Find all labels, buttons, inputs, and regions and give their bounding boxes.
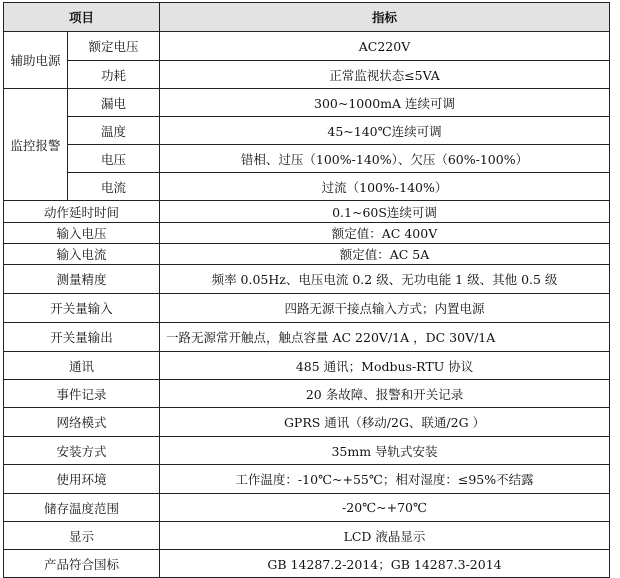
- table-row: [4, 117, 610, 145]
- table-row: [4, 323, 610, 352]
- row-name: 显示: [4, 522, 160, 550]
- row-name: 额定电压: [68, 32, 160, 61]
- row-value: 正常监视状态≤5VA: [160, 61, 610, 89]
- table-row: [4, 465, 610, 494]
- table-row: [4, 550, 610, 578]
- table-row: [4, 145, 610, 173]
- row-name: 网络模式: [4, 408, 160, 437]
- table-row: [4, 522, 610, 550]
- table-row: [4, 244, 610, 265]
- row-value: 35mm 导轨式安装: [160, 437, 610, 465]
- row-name: 测量精度: [4, 265, 160, 294]
- table-row: [4, 494, 610, 522]
- row-name: 储存温度范围: [4, 494, 160, 522]
- row-name: 产品符合国标: [4, 550, 160, 578]
- row-name: 事件记录: [4, 380, 160, 408]
- table-row: [4, 294, 610, 323]
- row-value: 四路无源干接点输入方式；内置电源: [160, 294, 610, 323]
- table-row: [4, 61, 610, 89]
- row-name: 电流: [68, 173, 160, 201]
- row-value: AC220V: [160, 32, 610, 61]
- group-label-aux-power: 辅助电源: [4, 32, 68, 89]
- row-value: 485 通讯；Modbus-RTU 协议: [160, 352, 610, 380]
- table-row: [4, 223, 610, 244]
- spec-table-container: [3, 2, 610, 578]
- header-spec: 指标: [160, 3, 610, 32]
- table-row: [4, 201, 610, 223]
- table-row: [4, 380, 610, 408]
- row-name: 安装方式: [4, 437, 160, 465]
- table-row: [4, 352, 610, 380]
- row-name: 漏电: [68, 89, 160, 117]
- row-value: 45~140℃连续可调: [160, 117, 610, 145]
- row-value: 20 条故障、报警和开关记录: [160, 380, 610, 408]
- row-value: 0.1~60S连续可调: [160, 201, 610, 223]
- row-name: 输入电流: [4, 244, 160, 265]
- row-value: 额定值：AC 400V: [160, 223, 610, 244]
- row-name: 通讯: [4, 352, 160, 380]
- row-value: 错相、过压（100%-140%）、欠压（60%-100%）: [160, 145, 610, 173]
- table-row: [4, 89, 610, 117]
- row-name: 动作延时时间: [4, 201, 160, 223]
- row-value: -20℃~+70℃: [160, 494, 610, 522]
- row-value: 工作温度：-10℃~+55℃；相对湿度：≤95%不结露: [160, 465, 610, 494]
- row-name: 功耗: [68, 61, 160, 89]
- table-row: [4, 408, 610, 437]
- table-row: [4, 173, 610, 201]
- table-row: [4, 265, 610, 294]
- row-value: 过流（100%-140%）: [160, 173, 610, 201]
- spec-table: [3, 2, 610, 578]
- row-value: 300~1000mA 连续可调: [160, 89, 610, 117]
- group-label-monitor-alarm: 监控报警: [4, 89, 68, 201]
- row-value: GPRS 通讯（移动/2G、联通/2G ）: [160, 408, 610, 437]
- header-row: [4, 3, 610, 32]
- table-row: [4, 32, 610, 61]
- row-name: 温度: [68, 117, 160, 145]
- header-item: 项目: [4, 3, 160, 32]
- row-value: 频率 0.05Hz、电压电流 0.2 级、无功电能 1 级、其他 0.5 级: [160, 265, 610, 294]
- row-value: 一路无源常开触点，触点容量 AC 220V/1A ，DC 30V/1A: [160, 323, 610, 352]
- table-row: [4, 437, 610, 465]
- row-value: GB 14287.2-2014；GB 14287.3-2014: [160, 550, 610, 578]
- row-name: 开关量输出: [4, 323, 160, 352]
- row-name: 使用环境: [4, 465, 160, 494]
- row-name: 电压: [68, 145, 160, 173]
- row-name: 输入电压: [4, 223, 160, 244]
- row-name: 开关量输入: [4, 294, 160, 323]
- row-value: 额定值：AC 5A: [160, 244, 610, 265]
- row-value: LCD 液晶显示: [160, 522, 610, 550]
